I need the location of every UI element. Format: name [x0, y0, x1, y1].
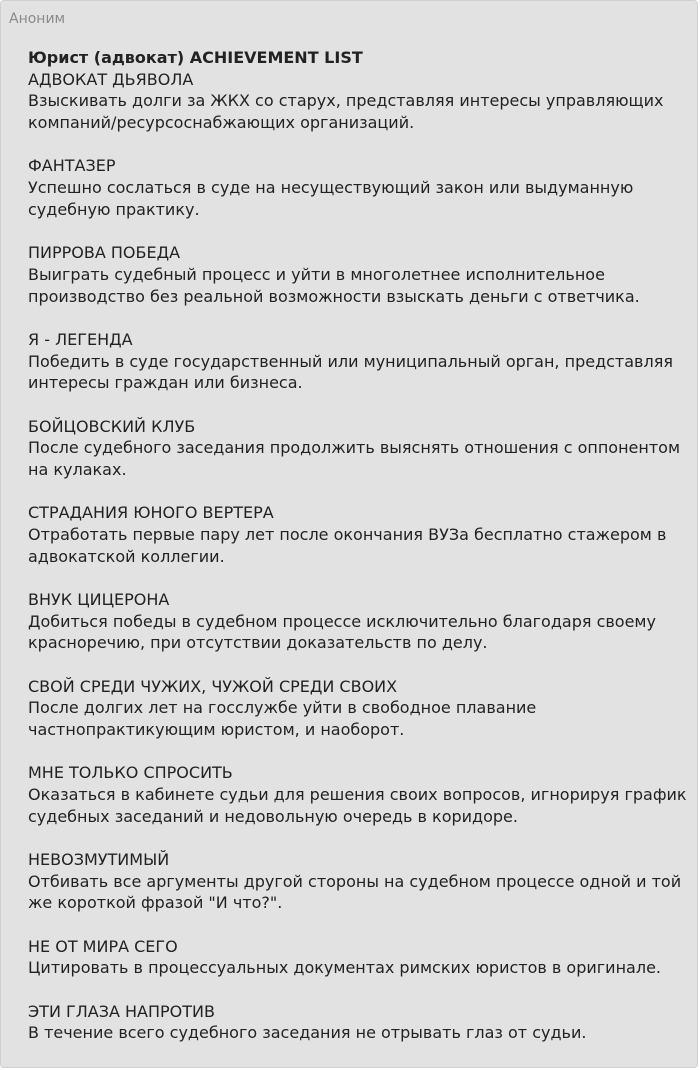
achievement-name: ФАНТАЗЕР	[28, 156, 116, 176]
achievement-item	[28, 502, 693, 567]
achievement-description: После судебного заседания продолжить выяснять отношения с оппонентом на кулаках.	[28, 438, 681, 479]
achievement-description: В течение всего судебного заседания не отрывать глаз от судьи.	[28, 1023, 587, 1043]
achievement-item	[28, 329, 693, 394]
achievement-description: Цитировать в процессуальных документах римских юристов в оригинале.	[28, 958, 661, 978]
achievement-item	[28, 676, 693, 741]
achievement-item	[28, 416, 693, 481]
achievement-item	[28, 762, 693, 827]
achievement-item	[28, 1001, 693, 1044]
achievement-item	[28, 589, 693, 654]
achievement-name: Я - ЛЕГЕНДА	[28, 329, 133, 349]
achievement-name: МНЕ ТОЛЬКО СПРОСИТЬ	[28, 763, 233, 783]
achievement-description: Отбивать все аргументы другой стороны на судебном процессе одной и той же короткой фразой "И что?".	[28, 871, 682, 913]
post-author[interactable]: Аноним	[9, 11, 66, 27]
achievement-description: Победить в суде государственный или муниципальный орган, представляя интересы граждан или бизнеса.	[28, 351, 673, 393]
achievement-item	[28, 69, 693, 134]
achievement-item	[28, 155, 693, 220]
achievement-name: АДВОКАТ ДЬЯВОЛА	[28, 69, 194, 89]
achievement-name: НЕ ОТ МИРА СЕГО	[28, 936, 178, 956]
achievement-description: Отработать первые пару лет после окончания ВУЗа бесплатно стажером в адвокатской коллегии.	[28, 524, 667, 566]
achievement-name: БОЙЦОВСКИЙ КЛУБ	[28, 416, 196, 436]
post-title: Юрист (адвокат) ACHIEVEMENT LIST	[28, 48, 363, 67]
achievement-description: После долгих лет на госслужбе уйти в свободное плавание частнопрактикующим юристом, и наоборот.	[28, 698, 537, 740]
achievement-name: СВОЙ СРЕДИ ЧУЖИХ, ЧУЖОЙ СРЕДИ СВОИХ	[28, 676, 398, 696]
achievement-description: Оказаться в кабинете судьи для решения своих вопросов, игнорируя график судебных заседаний и недовольную очередь в коридоре.	[28, 785, 687, 826]
achievement-name: ВНУК ЦИЦЕРОНА	[28, 589, 170, 609]
achievement-name: НЕВОЗМУТИМЫЙ	[28, 850, 170, 870]
achievement-item	[28, 936, 693, 979]
achievement-item	[28, 242, 693, 307]
achievement-description: Взыскивать долги за ЖКХ со старух, представляя интересы управляющих компаний/ресурсоснабжающих организаций.	[28, 91, 664, 133]
achievement-item	[28, 849, 693, 914]
achievement-name: ЭТИ ГЛАЗА НАПРОТИВ	[28, 1001, 215, 1021]
achievement-description: Выиграть судебный процесс и уйти в многолетнее исполнительное производство без реальной возможности взыскать деньги с ответчика.	[28, 264, 640, 306]
post-content	[28, 47, 693, 1044]
achievement-name: ПИРРОВА ПОБЕДА	[28, 243, 181, 263]
achievement-name: СТРАДАНИЯ ЮНОГО ВЕРТЕРА	[28, 503, 274, 523]
achievement-description: Успешно сослаться в суде на несуществующий закон или выдуманную судебную практику.	[28, 178, 634, 219]
achievement-description: Добиться победы в судебном процессе исключительно благодаря своему красноречию, при отсутствии доказательств по делу.	[28, 611, 656, 653]
